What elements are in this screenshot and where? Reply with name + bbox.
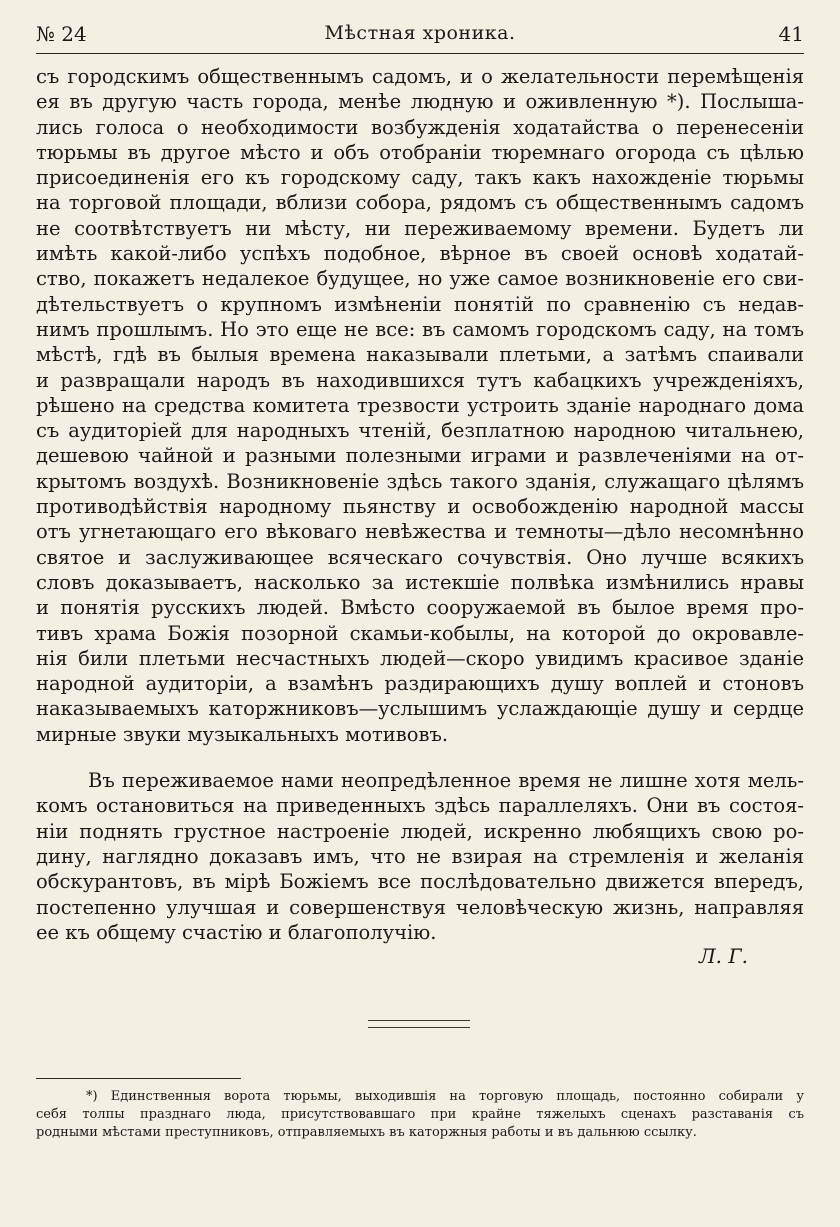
text-line: Въ переживаемое нами неопредѣленное время не лишне хотя мель- (88, 769, 804, 793)
footnote-rule (36, 1078, 241, 1079)
footnote-line: себя толпы празднаго люда, присутствовавшаго при крайне тяжелыхъ сценахъ разставанія съ (36, 1107, 804, 1122)
text-line: ніи поднять грустное настроеніе людей, искренно любящихъ свою ро- (36, 819, 804, 843)
page-number: 41 (778, 22, 804, 46)
text-line: нимъ прошлымъ. Но это еще не все: въ самомъ городскомъ саду, на томъ (36, 317, 804, 341)
body-text (36, 64, 804, 945)
text-line: лись голоса о необходимости возбужденія ходатайства о перенесеніи (36, 115, 804, 139)
section-divider (368, 1020, 470, 1028)
text-line: съ аудиторіей для народныхъ чтеній, безплатною народною читальнею, (36, 419, 804, 443)
text-line: имѣть какой-либо успѣхъ подобное, вѣрное въ своей основѣ ходатай- (36, 242, 804, 266)
footnote-line: родными мѣстами преступниковъ, отправляемыхъ въ каторжныя работы и въ дальнюю ссылку. (36, 1125, 697, 1140)
text-line: ея въ другую часть города, менѣе людную и оживленную *). Послыша- (36, 90, 804, 114)
text-line: на торговой площади, вблизи собора, рядомъ съ общественнымъ садомъ (36, 191, 804, 215)
text-line: тюрьмы въ другое мѣсто и объ отобраніи тюремнаго огорода съ цѣлью (36, 140, 804, 164)
text-line: дѣтельствуетъ о крупномъ измѣненіи понятій по сравненію съ недав- (36, 292, 804, 316)
footnote (36, 1088, 804, 1142)
text-line: ство, покажетъ недалекое будущее, но уже самое возникновеніе его сви- (36, 267, 804, 291)
text-line: народной аудиторіи, а взамѣнъ раздирающихъ душу воплей и стоновъ (36, 672, 804, 696)
header-rule (36, 53, 804, 54)
paragraph-2 (36, 768, 804, 945)
text-line: дешевою чайной и разными полезными играми и развлеченіями на от- (36, 444, 804, 468)
text-line: нія били плетьми несчастныхъ людей—скоро увидимъ красивое зданіе (36, 646, 804, 670)
text-line: не соотвѣтствуетъ ни мѣсту, ни переживаемому времени. Будетъ ли (36, 216, 804, 240)
text-line: святое и заслуживающее всяческаго сочувствія. Оно лучше всякихъ (36, 545, 804, 569)
text-line: мѣстѣ, гдѣ въ былыя времена наказывали плетьми, а затѣмъ спаивали (36, 343, 804, 367)
text-line: съ городскимъ общественнымъ садомъ, и о желательности перемѣщенія (36, 65, 804, 88)
issue-number: № 24 (36, 22, 87, 46)
text-line: наказываемыхъ каторжниковъ—услышимъ услаждающіе душу и сердце (36, 697, 804, 721)
text-line: и развращали народъ въ находившихся тутъ кабацкихъ учрежденіяхъ, (36, 368, 804, 392)
text-line: отъ угнетающаго его вѣковаго невѣжества и темноты—дѣло несомнѣнно (36, 520, 804, 544)
text-line: рѣшено на средства комитета трезвости устроить зданіе народнаго дома (36, 393, 804, 417)
text-line: и понятія русскихъ людей. Вмѣсто сооружаемой въ былое время про- (36, 596, 804, 620)
paragraph-1 (36, 64, 804, 747)
text-line: комъ остановиться на приведенныхъ здѣсь параллеляхъ. Они въ состоя- (36, 794, 804, 818)
text-line: обскурантовъ, въ мірѣ Божіемъ все послѣдовательно движется впередъ, (36, 870, 804, 894)
text-line: присоединенія его къ городскому саду, такъ какъ нахожденіе тюрьмы (36, 166, 804, 190)
text-line: дину, наглядно доказавъ имъ, что не взирая на стремленія и желанія (36, 844, 804, 868)
text-line: постепенно улучшая и совершенствуя человѣческую жизнь, направляя (36, 895, 804, 919)
text-line: ее къ общему счастію и благополучію. (36, 920, 437, 944)
footnote-line: *) Единственныя ворота тюрьмы, выходившія на торговую площадь, постоянно собирали у (86, 1089, 804, 1104)
text-line: крытомъ воздухѣ. Возникновеніе здѣсь такого зданія, служащаго цѣлямъ (36, 469, 804, 493)
text-line: словъ доказываетъ, насколько за истекшіе полвѣка измѣнились нравы (36, 570, 804, 594)
section-title: Мѣстная хроника. (324, 22, 516, 44)
running-header (36, 22, 804, 52)
text-line: тивъ храма Божія позорной скамьи-кобылы, на которой до окровавле- (36, 621, 804, 645)
author-signature: Л. Г. (698, 944, 748, 968)
text-line: мирные звуки музыкальныхъ мотивовъ. (36, 722, 449, 746)
text-line: противодѣйствія народному пьянству и освобожденію народной массы (36, 495, 804, 519)
